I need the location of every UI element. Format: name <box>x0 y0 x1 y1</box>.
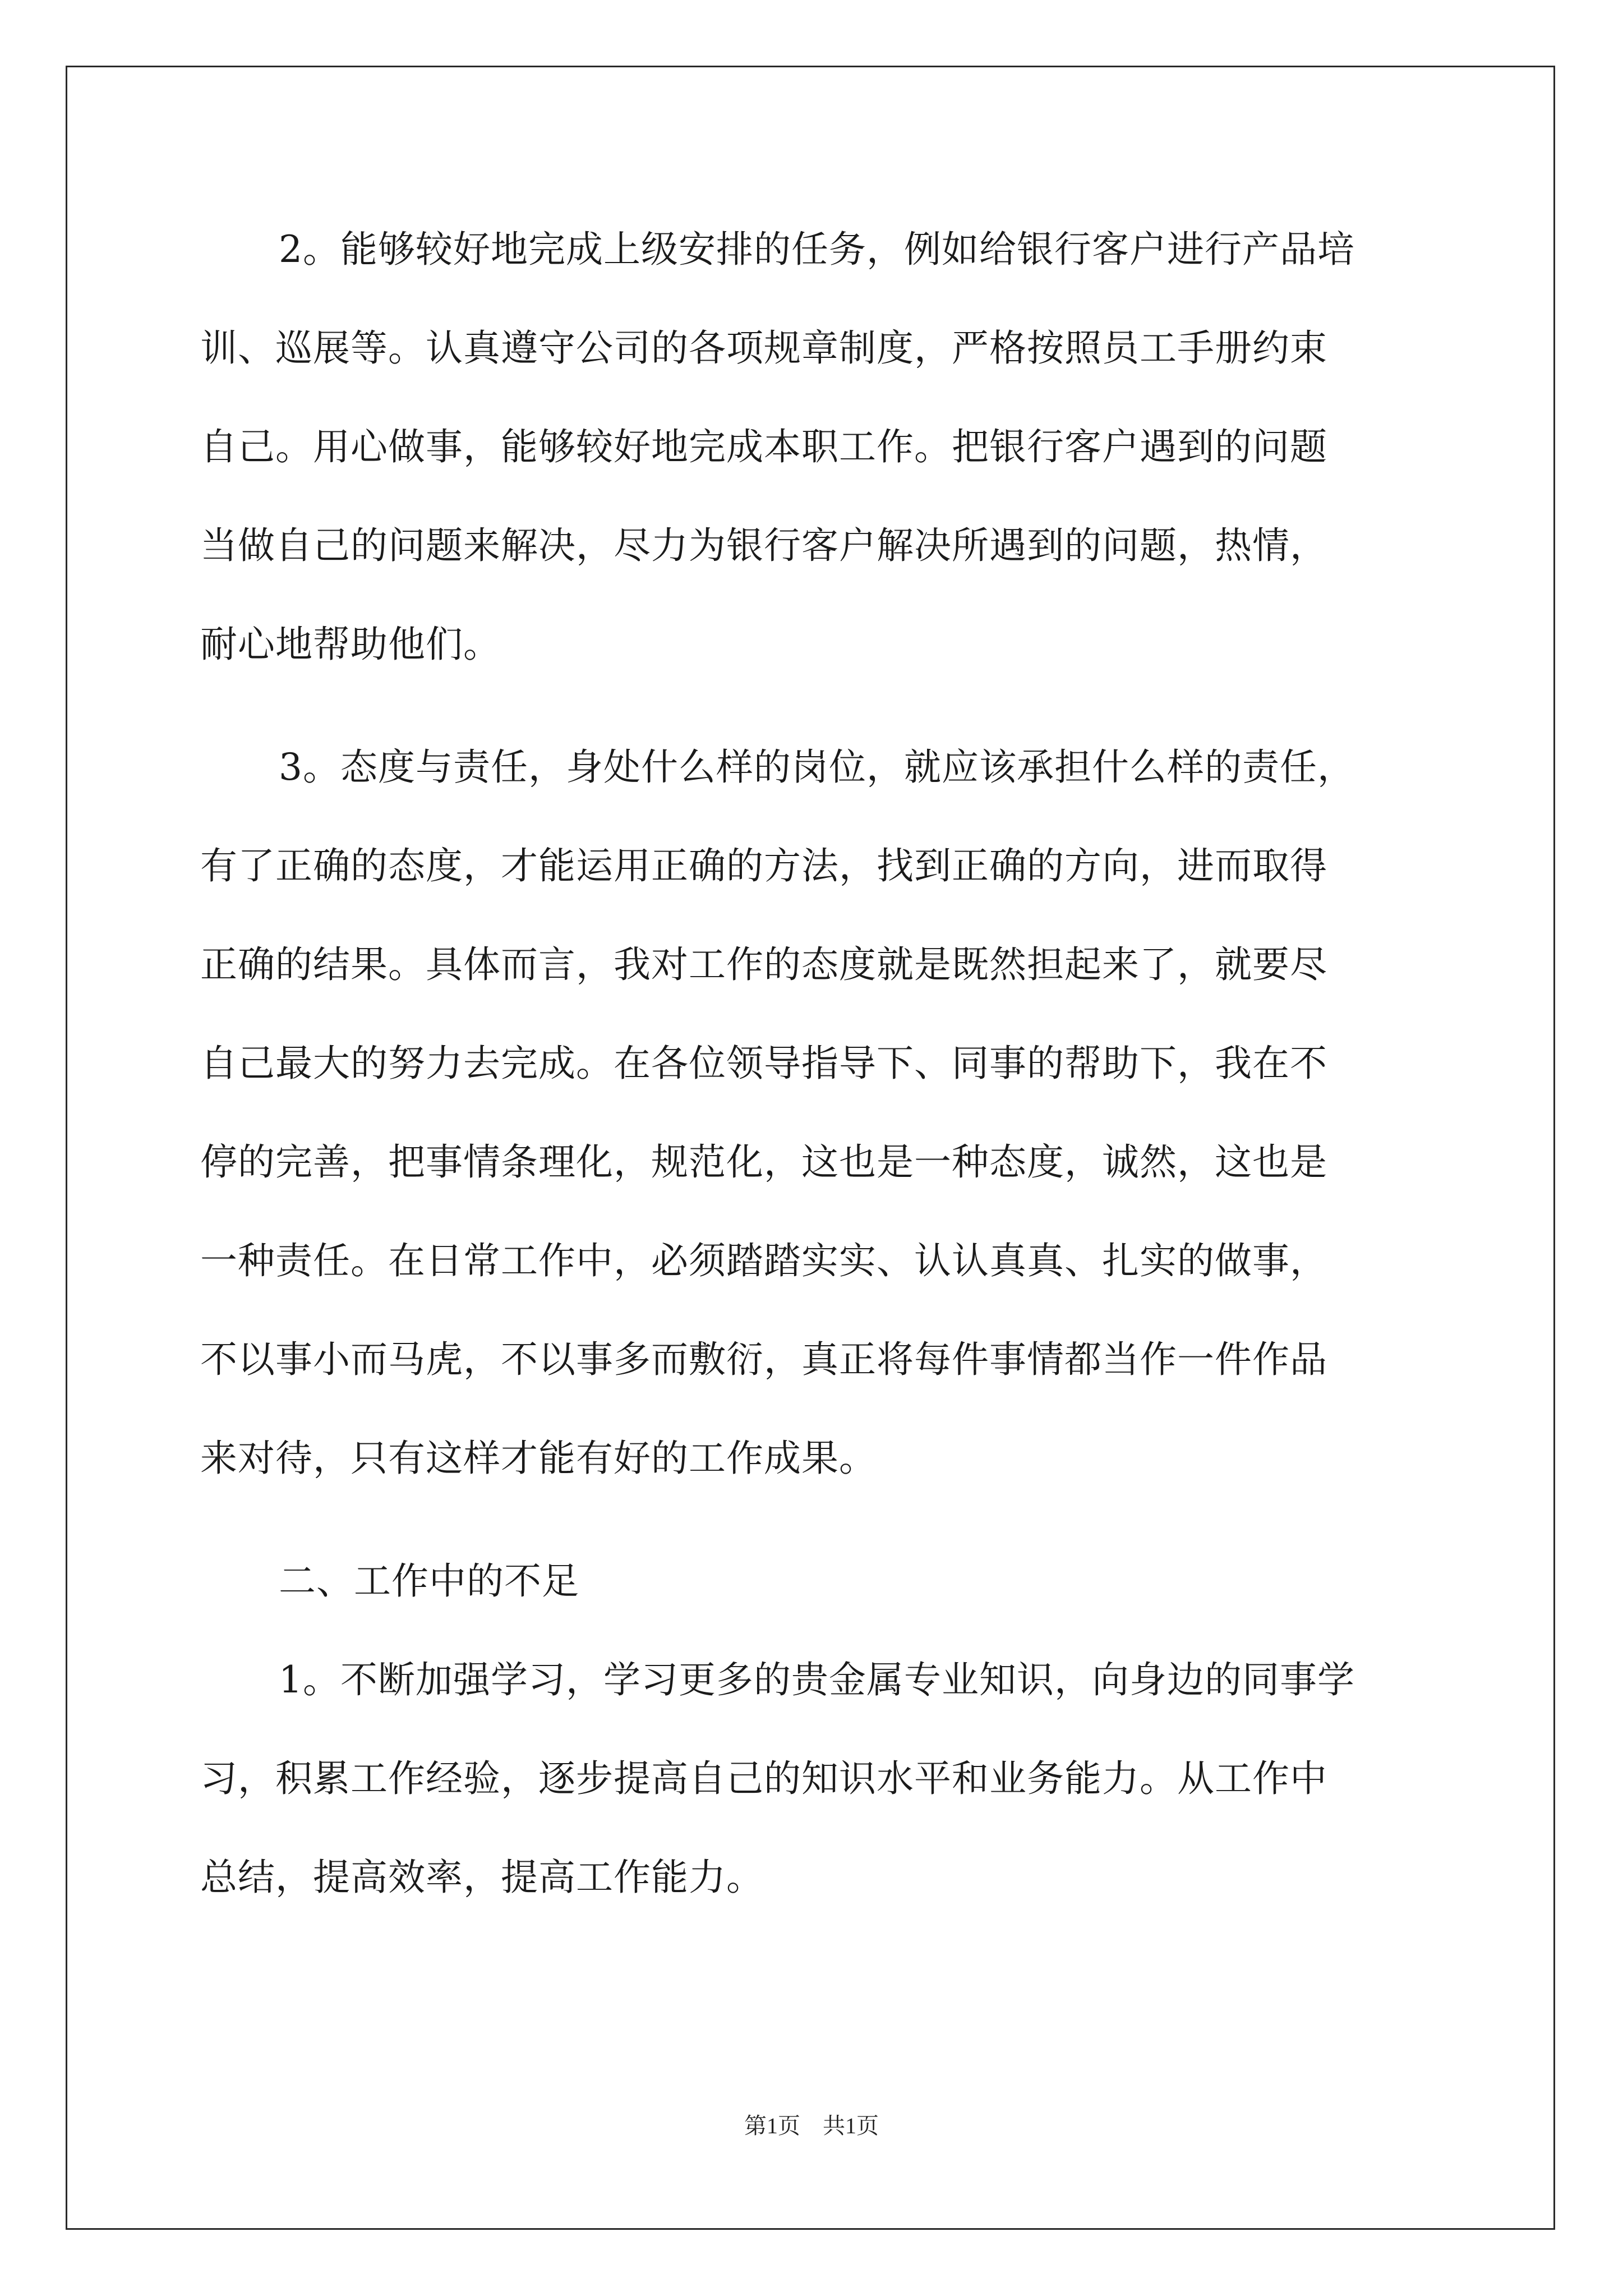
text-line: 习，积累工作经验，逐步提高自己的知识水平和业务能力。从工作中 <box>200 1757 1327 1800</box>
page-number-footer: 第1页 共1页 <box>744 2113 879 2138</box>
text-line: 训、巡展等。认真遵守公司的各项规章制度，严格按照员工手册约束 <box>200 326 1327 370</box>
text-line: 正确的结果。具体而言，我对工作的态度就是既然担起来了，就要尽 <box>200 943 1327 986</box>
text-line: 3。态度与责任，身处什么样的岗位，就应该承担什么样的责任， <box>279 746 1355 789</box>
text-line: 停的完善，把事情条理化，规范化，这也是一种态度，诚然，这也是 <box>200 1140 1327 1184</box>
text-line: 自己最大的努力去完成。在各位领导指导下、同事的帮助下，我在不 <box>200 1042 1327 1085</box>
section-heading: 二、工作中的不足 <box>279 1559 579 1603</box>
text-line: 来对待，只有这样才能有好的工作成果。 <box>200 1437 877 1480</box>
text-line: 当做自己的问题来解决，尽力为银行客户解决所遇到的问题，热情， <box>200 524 1327 567</box>
text-line: 有了正确的态度，才能运用正确的方法，找到正确的方向，进而取得 <box>200 844 1327 887</box>
text-line: 1。不断加强学习，学习更多的贵金属专业知识，向身边的同事学 <box>279 1658 1355 1701</box>
text-line: 不以事小而马虎，不以事多而敷衍，真正将每件事情都当作一件作品 <box>200 1338 1327 1381</box>
text-line: 耐心地帮助他们。 <box>200 623 501 666</box>
text-line: 一种责任。在日常工作中，必须踏踏实实、认认真真、扎实的做事， <box>200 1239 1327 1282</box>
text-line: 自己。用心做事，能够较好地完成本职工作。把银行客户遇到的问题 <box>200 425 1327 468</box>
text-line: 2。能够较好地完成上级安排的任务，例如给银行客户进行产品培 <box>279 228 1355 271</box>
text-line: 总结，提高效率，提高工作能力。 <box>200 1856 764 1899</box>
